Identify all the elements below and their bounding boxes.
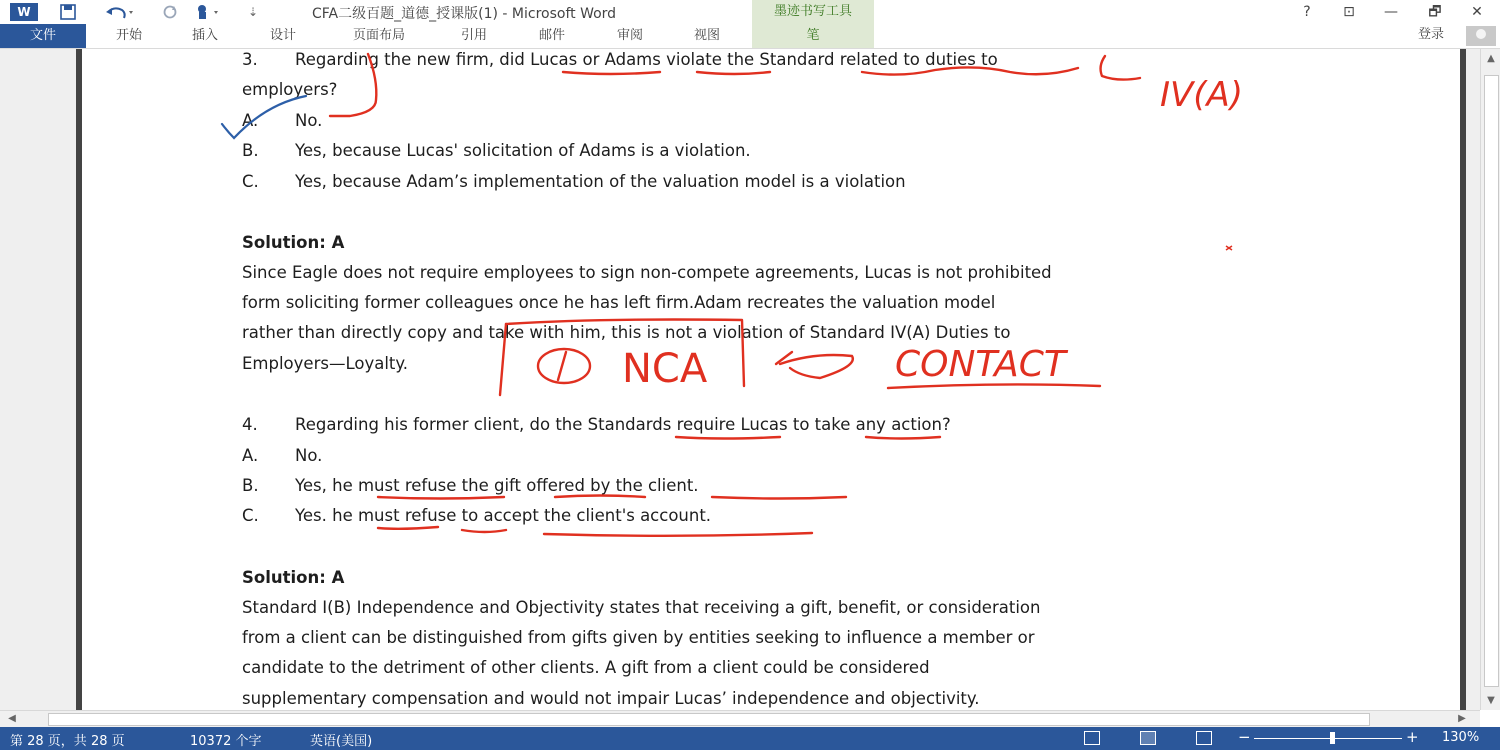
question-3-line-2: employers?	[242, 80, 338, 99]
option-letter: C.	[242, 506, 259, 525]
solution-line: Since Eagle does not require employees to sign non-compete agreements, Lucas is not prohibited	[242, 263, 1052, 282]
customize-qat-icon[interactable]: ⇣	[247, 5, 259, 19]
scroll-down-icon[interactable]: ▼	[1487, 695, 1495, 706]
option-row	[242, 111, 323, 130]
solution-heading: Solution: A	[242, 233, 345, 252]
solution-heading: Solution: A	[242, 568, 345, 587]
tab-view[interactable]: 视图	[693, 28, 720, 43]
ribbon-tabs	[0, 24, 1500, 49]
question-number: 4.	[242, 415, 258, 434]
option-letter: A.	[242, 446, 259, 465]
ink-text-nca: NCA	[622, 346, 708, 392]
ink-text-iva: IV(A)	[1160, 75, 1244, 115]
option-row	[242, 446, 323, 465]
status-bar	[0, 727, 1500, 750]
horizontal-scrollbar[interactable]	[0, 710, 1480, 728]
question-number: 3.	[242, 50, 258, 69]
zoom-in-button[interactable]: +	[1406, 728, 1419, 746]
maximize-button[interactable]: 🗗	[1428, 4, 1442, 20]
option-row	[242, 141, 751, 160]
question-4-line	[242, 415, 951, 434]
option-text: Yes, because Adam’s implementation of the valuation model is a violation	[295, 172, 906, 191]
tab-page-layout[interactable]: 页面布局	[352, 28, 405, 43]
tab-pen[interactable]: 笔	[752, 24, 874, 48]
login-link[interactable]: 登录	[1418, 27, 1445, 42]
save-icon[interactable]	[56, 2, 80, 22]
solution-line: Standard I(B) Independence and Objectivity states that receiving a gift, benefit, or consideration	[242, 598, 1041, 617]
solution-line: form soliciting former colleagues once he has left firm.Adam recreates the valuation model	[242, 293, 996, 312]
option-text: Yes, because Lucas' solicitation of Adams is a violation.	[295, 141, 751, 160]
option-letter: B.	[242, 141, 259, 160]
horizontal-scroll-thumb[interactable]	[48, 713, 1370, 726]
vertical-scroll-thumb[interactable]	[1484, 75, 1499, 687]
option-row	[242, 476, 699, 495]
question-3-line-1	[242, 50, 998, 69]
close-button[interactable]: ✕	[1471, 4, 1483, 20]
read-mode-icon[interactable]	[1084, 731, 1100, 745]
solution-line: Employers—Loyalty.	[242, 354, 409, 373]
scroll-up-icon[interactable]: ▲	[1487, 53, 1495, 64]
vertical-scrollbar[interactable]	[1480, 49, 1500, 710]
zoom-slider-thumb[interactable]	[1330, 732, 1335, 744]
ribbon-display-options-button[interactable]: ⊡	[1343, 4, 1355, 20]
ink-text-contact: CONTACT	[895, 344, 1066, 385]
window-title: CFA二级百题_道德_授课版(1) - Microsoft Word	[312, 6, 617, 22]
ink-tools-context-tab: 墨迹书写工具	[752, 0, 874, 24]
option-text: No.	[295, 111, 323, 130]
touch-mode-icon[interactable]	[190, 2, 230, 22]
help-button[interactable]: ?	[1303, 4, 1311, 20]
tab-mailings[interactable]: 邮件	[538, 28, 565, 43]
option-letter: B.	[242, 476, 259, 495]
web-layout-icon[interactable]	[1196, 731, 1212, 745]
undo-icon[interactable]	[100, 2, 138, 22]
tab-insert[interactable]: 插入	[191, 28, 218, 43]
option-letter: A.	[242, 111, 259, 130]
zoom-level[interactable]: 130%	[1442, 730, 1480, 745]
tab-design[interactable]: 设计	[269, 28, 296, 43]
tab-review[interactable]: 审阅	[616, 28, 643, 43]
language-indicator[interactable]: 英语(美国)	[310, 734, 373, 749]
minimize-button[interactable]: —	[1384, 4, 1398, 20]
page-count[interactable]: 第 28 页，共 28 页	[10, 734, 125, 749]
question-text: Regarding his former client, do the Standards require Lucas to take any action?	[295, 415, 951, 434]
word-app-icon[interactable]: W	[10, 3, 38, 21]
solution-line: rather than directly copy and take with him, this is not a violation of Standard IV(A) Duties to	[242, 323, 1011, 342]
option-row	[242, 506, 712, 525]
tab-references[interactable]: 引用	[460, 28, 487, 43]
tab-home[interactable]: 开始	[115, 28, 142, 43]
option-text: Yes. he must refuse to accept the client's account.	[295, 506, 712, 525]
option-letter: C.	[242, 172, 259, 191]
solution-line: from a client can be distinguished from gifts given by entities seeking to influence a member or	[242, 628, 1035, 647]
solution-line: candidate to the detriment of other clients. A gift from a client could be considered	[242, 658, 930, 677]
option-row	[242, 172, 906, 191]
scroll-left-icon[interactable]: ◀	[8, 713, 16, 724]
zoom-out-button[interactable]: −	[1238, 728, 1251, 746]
word-count[interactable]: 10372 个字	[190, 734, 262, 749]
print-layout-icon[interactable]	[1140, 731, 1156, 745]
scroll-right-icon[interactable]: ▶	[1458, 713, 1466, 724]
title-bar	[0, 0, 1500, 25]
solution-line: supplementary compensation and would not impair Lucas’ independence and objectivity.	[242, 689, 980, 708]
tab-file[interactable]: 文件	[0, 24, 86, 48]
zoom-slider[interactable]	[1254, 738, 1402, 739]
question-text: Regarding the new firm, did Lucas or Adams violate the Standard related to duties to	[295, 50, 998, 69]
user-avatar-icon[interactable]	[1466, 26, 1496, 46]
option-text: No.	[295, 446, 323, 465]
option-text: Yes, he must refuse the gift offered by the client.	[295, 476, 699, 495]
redo-icon[interactable]	[158, 2, 182, 22]
